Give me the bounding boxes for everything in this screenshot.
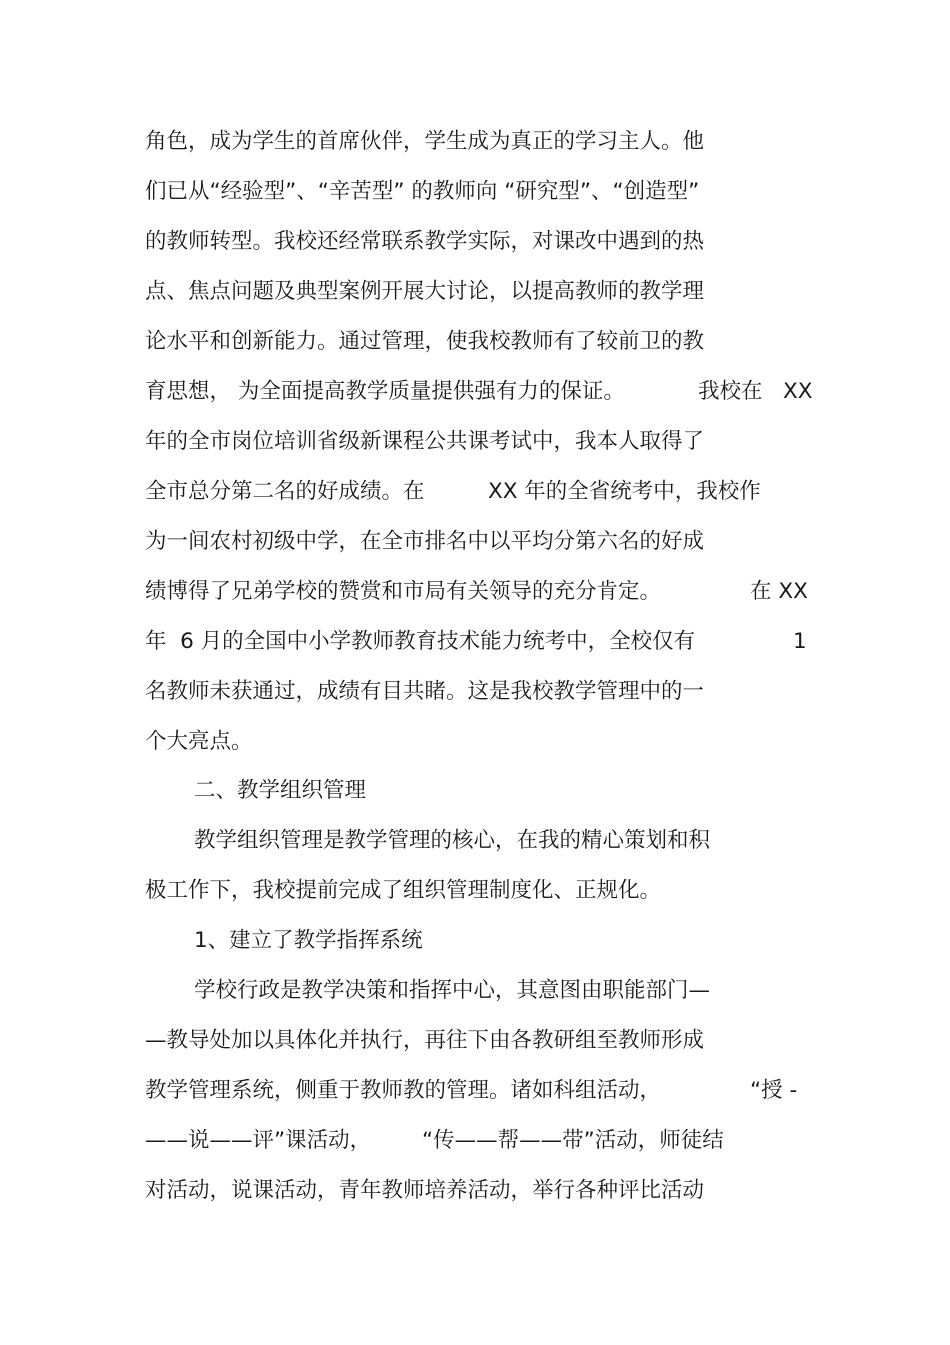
paragraph-line: 极工作下，我校提前完成了组织管理制度化、正规化。 [145,878,662,903]
paragraph-line: 名教师未获通过，成绩有目共睹。这是我校教学管理中的一 [145,679,705,704]
paragraph-line-tail: XX 年的全省统考中，我校作 [488,479,761,504]
paragraph-line-tail: “授 - [750,1078,798,1103]
paragraph-line: 育思想， 为全面提高教学质量提供强有力的保证。 [145,379,625,404]
paragraph-line-tail: 我校在 XX [698,379,813,404]
paragraph-line: 个大亮点。 [145,729,253,754]
paragraph-line: 教学管理系统，侧重于教师教的管理。诸如科组活动， [145,1078,662,1103]
paragraph-line: —教导处加以具体化并执行，再往下由各教研组至教师形成 [145,1028,705,1053]
paragraph-line: 点、焦点问题及典型案例开展大讨论，以提高教师的教学理 [145,279,705,304]
paragraph-line: 年的全市岗位培训省级新课程公共课考试中，我本人取得了 [145,429,705,454]
paragraph-line-tail: 1 [793,629,807,654]
paragraph-line-tail: “传——帮——带”活动，师徒结 [422,1128,724,1153]
paragraph-line: 角色，成为学生的首席伙伴，学生成为真正的学习主人。他 [145,129,705,154]
paragraph-line: 为一间农村初级中学，在全市排名中以平均分第六名的好成 [145,529,705,554]
paragraph-line: 年 6 月的全国中小学教师教育技术能力统考中，全校仅有 [145,629,696,654]
paragraph-line: 论水平和创新能力。通过管理，使我校教师有了较前卫的教 [145,329,705,354]
paragraph-line: 全市总分第二名的好成绩。在 [145,479,425,504]
paragraph-line: 绩博得了兄弟学校的赞赏和市局有关领导的充分肯定。 [145,579,662,604]
paragraph-line: 对活动，说课活动，青年教师培养活动，举行各种评比活动 [145,1178,705,1203]
paragraph-line: 教学组织管理是教学管理的核心，在我的精心策划和积 [194,828,711,853]
paragraph-line: ——说——评”课活动， [145,1128,372,1153]
paragraph-line-tail: 在 XX [750,579,808,604]
paragraph-line: 的教师转型。我校还经常联系教学实际，对课改中遇到的热 [145,229,705,254]
paragraph-line: 们已从“经验型”、“辛苦型” 的教师向 “研究型”、“创造型” [145,179,700,204]
section-heading: 二、教学组织管理 [194,778,367,803]
subsection-heading: 1、建立了教学指挥系统 [194,928,423,953]
paragraph-line: 学校行政是教学决策和指挥中心，其意图由职能部门— [194,978,711,1003]
